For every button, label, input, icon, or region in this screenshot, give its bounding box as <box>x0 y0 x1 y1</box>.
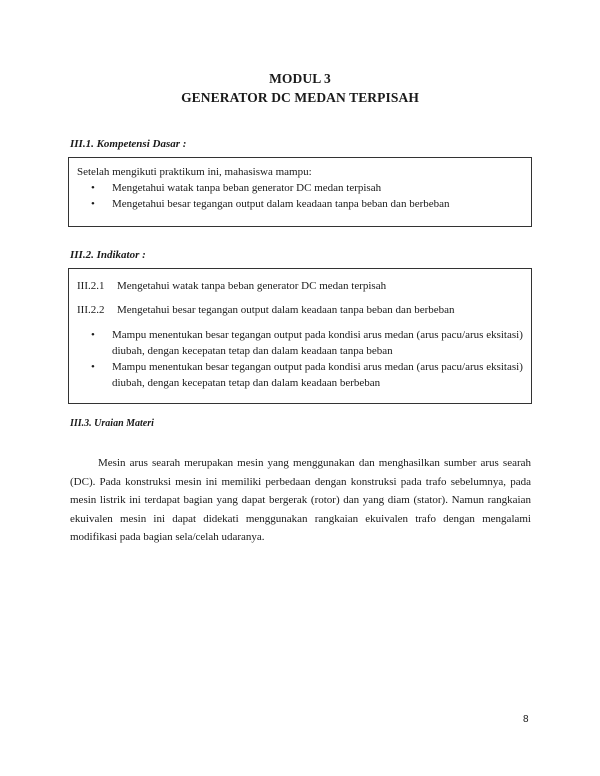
material-heading: III.3. Uraian Materi <box>70 418 154 429</box>
indicator-row <box>77 302 531 318</box>
page-number: 8 <box>523 714 529 725</box>
indicator-text: Mengetahui watak tanpa beban generator DC medan terpisah <box>117 280 387 292</box>
indicator-number: III.2.2 <box>77 304 105 316</box>
indicator-bullet-list <box>77 328 531 391</box>
material-paragraph: Mesin arus searah merupakan mesin yang menggunakan dan menghasilkan sumber arus searah (DC). Pada konstruksi mesin ini memiliki perbedaan dengan konstruksi pada trafo sebelumnya, pada mesin listrik ini terdapat bagian yang dapat bergerak (rotor) dan yang diam (stator). Namun rangkaian ekuivalen mesin ini dapat didekati menggunakan rangkaian ekuivalen trafo dengan mengalami modifikasi pada bagian sela/celah udaranya. <box>70 457 531 543</box>
competency-intro: Setelah mengikuti praktikum ini, mahasiswa mampu: <box>77 166 312 178</box>
indicator-number: III.2.1 <box>77 280 105 292</box>
indicator-bullet: • Mampu menentukan besar tegangan output pada kondisi arus medan (arus pacu/arus eksitasi) diubah, dengan kecepatan tetap dan dalam keadaan tanpa beban <box>77 328 531 359</box>
competency-list <box>77 180 531 212</box>
page-title: GENERATOR DC MEDAN TERPISAH <box>181 90 419 105</box>
competency-heading: III.1. Kompetensi Dasar : <box>70 138 187 150</box>
indicator-row <box>77 278 531 294</box>
indicator-heading: III.2. Indikator : <box>70 249 146 261</box>
indicator-box <box>68 268 532 404</box>
competency-box <box>68 157 532 227</box>
competency-item: • Mengetahui besar tegangan output dalam keadaan tanpa beban dan berbeban <box>77 196 531 212</box>
competency-item: • Mengetahui watak tanpa beban generator DC medan terpisah <box>77 180 531 196</box>
indicator-bullet: • Mampu menentukan besar tegangan output pada kondisi arus medan (arus pacu/arus eksitasi) diubah, dengan kecepatan tetap dan dalam keadaan berbeban <box>77 360 531 391</box>
module-label: MODUL 3 <box>269 71 331 86</box>
indicator-text: Mengetahui besar tegangan output dalam keadaan tanpa beban dan berbeban <box>117 304 455 316</box>
